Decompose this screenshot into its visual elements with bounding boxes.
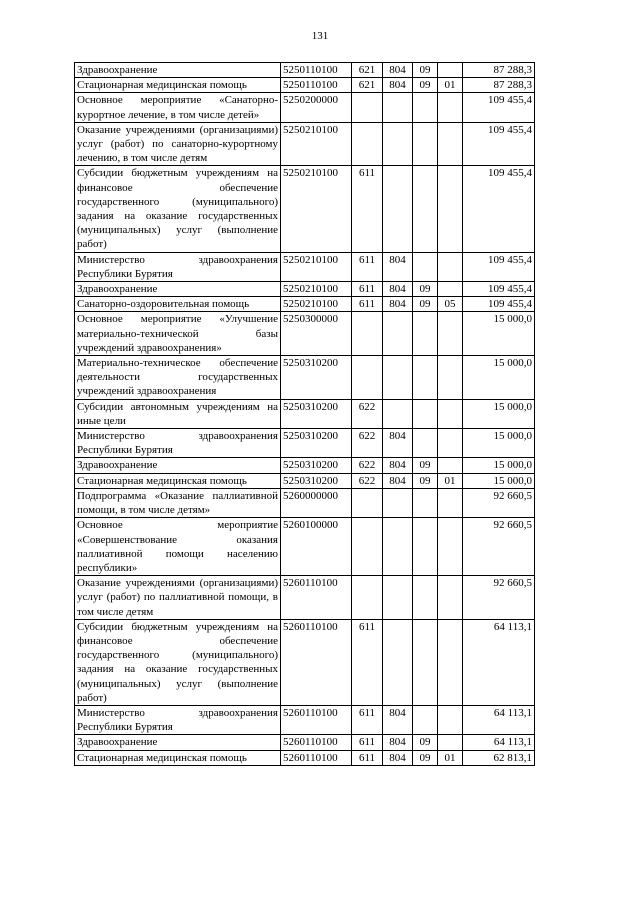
table-row [75,166,535,252]
target-article-code-cell: 5250300000 [281,312,352,356]
ministry-code-cell [383,399,413,428]
section-code-cell: 09 [413,78,438,93]
table-row [75,252,535,281]
ministry-code-cell: 804 [383,735,413,750]
section-code-cell: 09 [413,282,438,297]
section-code-cell: 09 [413,473,438,488]
row-name-cell: Санаторно-оздоровительная помощь [75,297,281,312]
amount-cell: 15 000,0 [463,356,535,400]
target-article-code-cell: 5250110100 [281,63,352,78]
table-row [75,399,535,428]
section-code-cell [413,122,438,166]
table-row [75,750,535,765]
table-row [75,735,535,750]
section-code-cell [413,518,438,576]
subsection-code-cell [438,735,463,750]
amount-cell: 92 660,5 [463,518,535,576]
ministry-code-cell [383,166,413,252]
section-code-cell [413,576,438,620]
amount-cell: 109 455,4 [463,93,535,122]
row-name-cell: Подпрограмма «Оказание паллиативной помощи, в том числе детям» [75,488,281,517]
ministry-code-cell: 804 [383,297,413,312]
amount-cell: 64 113,1 [463,619,535,705]
row-name-cell: Материально-техническое обеспечение деятельности государственных учреждений здравоохранения [75,356,281,400]
row-name-cell: Здравоохранение [75,282,281,297]
expense-type-code-cell: 622 [352,458,383,473]
section-code-cell: 09 [413,63,438,78]
row-name-cell: Стационарная медицинская помощь [75,473,281,488]
section-code-cell [413,705,438,734]
row-name-cell: Основное мероприятие «Совершенствование оказания паллиативной помощи населению республики» [75,518,281,576]
target-article-code-cell: 5260110100 [281,619,352,705]
amount-cell: 15 000,0 [463,312,535,356]
subsection-code-cell: 01 [438,473,463,488]
table-row [75,488,535,517]
ministry-code-cell [383,488,413,517]
amount-cell: 92 660,5 [463,488,535,517]
target-article-code-cell: 5260110100 [281,750,352,765]
row-name-cell: Субсидии автономным учреждениям на иные цели [75,399,281,428]
table-row [75,518,535,576]
expense-type-code-cell [352,93,383,122]
amount-cell: 92 660,5 [463,576,535,620]
row-name-cell: Основное мероприятие «Улучшение материально-технической базы учреждений здравоохранения» [75,312,281,356]
row-name-cell: Министерство здравоохранения Республики Бурятия [75,705,281,734]
table-row [75,473,535,488]
ministry-code-cell [383,576,413,620]
expense-type-code-cell [352,576,383,620]
ministry-code-cell: 804 [383,429,413,458]
expense-type-code-cell: 611 [352,619,383,705]
row-name-cell: Министерство здравоохранения Республики Бурятия [75,252,281,281]
expense-type-code-cell [352,488,383,517]
expense-type-code-cell: 622 [352,399,383,428]
row-name-cell: Стационарная медицинская помощь [75,78,281,93]
target-article-code-cell: 5250210100 [281,282,352,297]
target-article-code-cell: 5250210100 [281,252,352,281]
amount-cell: 109 455,4 [463,252,535,281]
target-article-code-cell: 5260000000 [281,488,352,517]
target-article-code-cell: 5260100000 [281,518,352,576]
target-article-code-cell: 5250200000 [281,93,352,122]
section-code-cell [413,429,438,458]
amount-cell: 15 000,0 [463,473,535,488]
table-row [75,705,535,734]
subsection-code-cell [438,63,463,78]
expense-type-code-cell: 611 [352,166,383,252]
expense-type-code-cell: 621 [352,63,383,78]
amount-cell: 109 455,4 [463,282,535,297]
table-row [75,312,535,356]
ministry-code-cell [383,518,413,576]
section-code-cell [413,399,438,428]
expense-type-code-cell: 622 [352,429,383,458]
expense-type-code-cell: 611 [352,297,383,312]
subsection-code-cell [438,429,463,458]
row-name-cell: Основное мероприятие «Санаторно-курортное лечение, в том числе детей» [75,93,281,122]
row-name-cell: Здравоохранение [75,63,281,78]
expense-type-code-cell [352,356,383,400]
table-row [75,63,535,78]
target-article-code-cell: 5250210100 [281,166,352,252]
table-row [75,619,535,705]
target-article-code-cell: 5250210100 [281,122,352,166]
expense-type-code-cell: 611 [352,705,383,734]
table-row [75,93,535,122]
subsection-code-cell [438,576,463,620]
target-article-code-cell: 5260110100 [281,705,352,734]
row-name-cell: Здравоохранение [75,735,281,750]
amount-cell: 87 288,3 [463,63,535,78]
amount-cell: 15 000,0 [463,399,535,428]
ministry-code-cell: 804 [383,705,413,734]
row-name-cell: Субсидии бюджетным учреждениям на финансовое обеспечение государственного (муниципального) задания на оказание государственных (муниципальных) услуг (выполнение работ) [75,619,281,705]
section-code-cell [413,312,438,356]
amount-cell: 64 113,1 [463,735,535,750]
amount-cell: 109 455,4 [463,122,535,166]
expense-type-code-cell: 611 [352,252,383,281]
subsection-code-cell: 01 [438,78,463,93]
section-code-cell: 09 [413,297,438,312]
subsection-code-cell [438,619,463,705]
expense-type-code-cell: 611 [352,735,383,750]
ministry-code-cell [383,619,413,705]
section-code-cell: 09 [413,735,438,750]
expense-type-code-cell: 621 [352,78,383,93]
section-code-cell [413,488,438,517]
row-name-cell: Здравоохранение [75,458,281,473]
section-code-cell [413,93,438,122]
expense-type-code-cell [352,518,383,576]
target-article-code-cell: 5250310200 [281,458,352,473]
subsection-code-cell: 01 [438,750,463,765]
table-row [75,297,535,312]
section-code-cell [413,166,438,252]
ministry-code-cell: 804 [383,458,413,473]
target-article-code-cell: 5250210100 [281,297,352,312]
ministry-code-cell [383,312,413,356]
target-article-code-cell: 5250310200 [281,399,352,428]
table-row [75,122,535,166]
expense-type-code-cell [352,312,383,356]
row-name-cell: Министерство здравоохранения Республики Бурятия [75,429,281,458]
ministry-code-cell [383,356,413,400]
row-name-cell: Субсидии бюджетным учреждениям на финансовое обеспечение государственного (муниципального) задания на оказание государственных (муниципальных) услуг (выполнение работ) [75,166,281,252]
ministry-code-cell: 804 [383,473,413,488]
expense-type-code-cell: 611 [352,282,383,297]
section-code-cell [413,356,438,400]
ministry-code-cell: 804 [383,78,413,93]
budget-table [74,62,535,766]
budget-table-body [75,63,535,766]
amount-cell: 64 113,1 [463,705,535,734]
ministry-code-cell: 804 [383,252,413,281]
subsection-code-cell [438,458,463,473]
subsection-code-cell [438,312,463,356]
subsection-code-cell [438,282,463,297]
table-row [75,282,535,297]
target-article-code-cell: 5250310200 [281,473,352,488]
subsection-code-cell [438,705,463,734]
target-article-code-cell: 5250110100 [281,78,352,93]
section-code-cell: 09 [413,750,438,765]
row-name-cell: Стационарная медицинская помощь [75,750,281,765]
table-row [75,429,535,458]
amount-cell: 15 000,0 [463,458,535,473]
subsection-code-cell [438,166,463,252]
expense-type-code-cell: 611 [352,750,383,765]
row-name-cell: Оказание учреждениями (организациями) услуг (работ) по санаторно-курортному лечению, в том числе детям [75,122,281,166]
target-article-code-cell: 5260110100 [281,576,352,620]
expense-type-code-cell: 622 [352,473,383,488]
ministry-code-cell: 804 [383,63,413,78]
subsection-code-cell [438,356,463,400]
ministry-code-cell [383,93,413,122]
subsection-code-cell [438,122,463,166]
section-code-cell [413,252,438,281]
table-row [75,458,535,473]
target-article-code-cell: 5250310200 [281,356,352,400]
target-article-code-cell: 5260110100 [281,735,352,750]
ministry-code-cell [383,122,413,166]
table-row [75,576,535,620]
ministry-code-cell: 804 [383,750,413,765]
subsection-code-cell [438,518,463,576]
row-name-cell: Оказание учреждениями (организациями) услуг (работ) по паллиативной помощи, в том числе детям [75,576,281,620]
subsection-code-cell [438,252,463,281]
amount-cell: 15 000,0 [463,429,535,458]
expense-type-code-cell [352,122,383,166]
table-row [75,78,535,93]
amount-cell: 109 455,4 [463,166,535,252]
subsection-code-cell [438,399,463,428]
table-row [75,356,535,400]
page-number: 131 [311,30,329,42]
ministry-code-cell: 804 [383,282,413,297]
section-code-cell: 09 [413,458,438,473]
subsection-code-cell [438,488,463,517]
subsection-code-cell: 05 [438,297,463,312]
amount-cell: 109 455,4 [463,297,535,312]
amount-cell: 62 813,1 [463,750,535,765]
amount-cell: 87 288,3 [463,78,535,93]
target-article-code-cell: 5250310200 [281,429,352,458]
section-code-cell [413,619,438,705]
subsection-code-cell [438,93,463,122]
